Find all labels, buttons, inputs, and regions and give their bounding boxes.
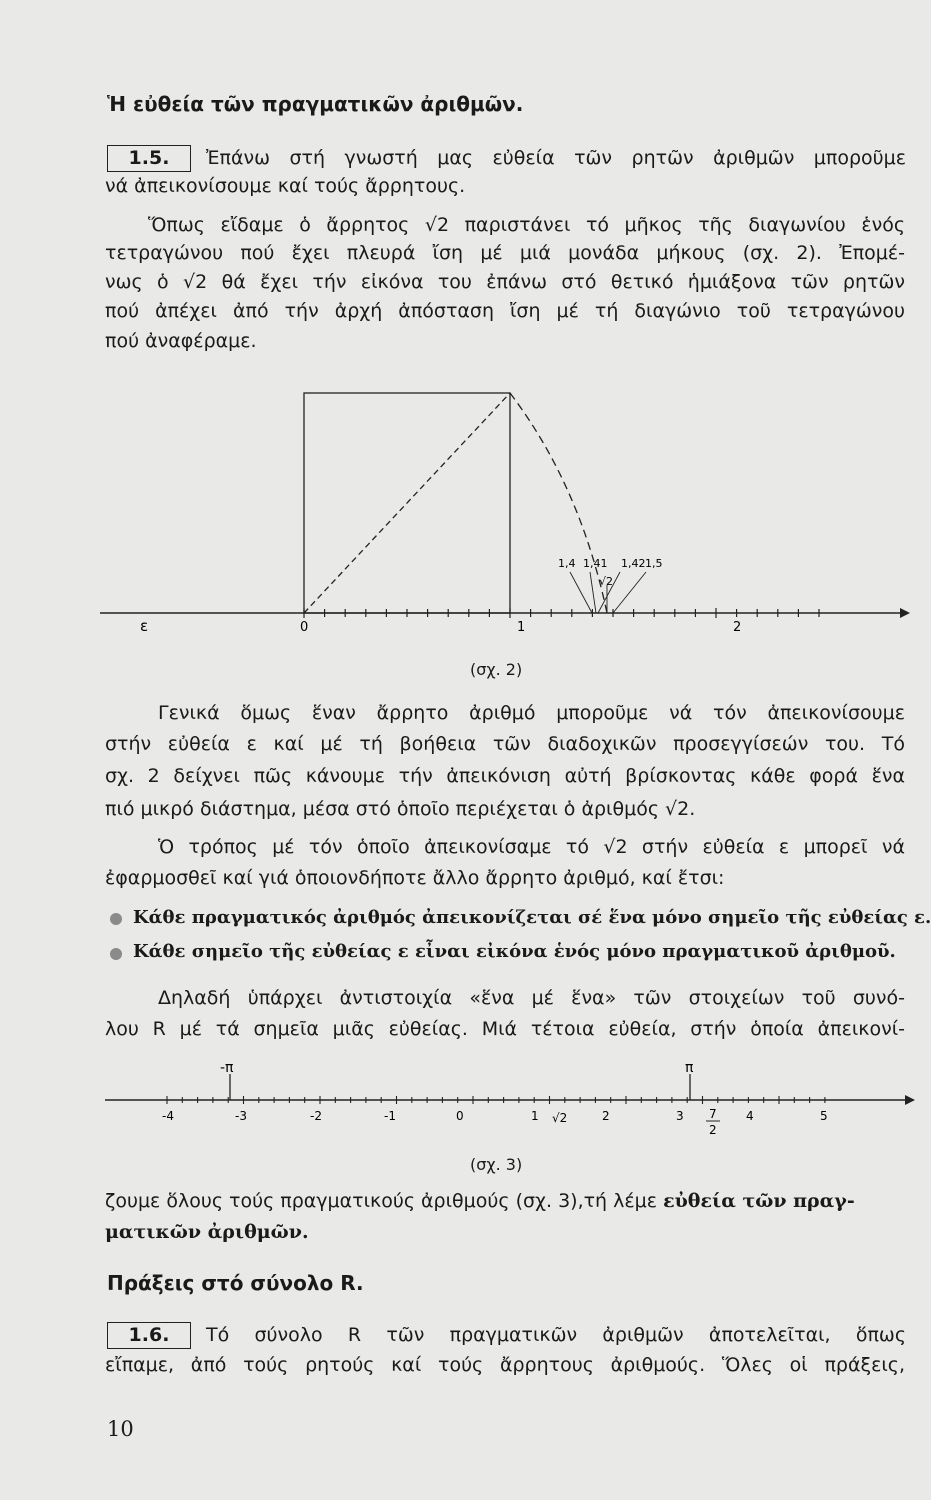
bullet-dot-2 bbox=[110, 948, 122, 960]
frac-numerator: 7 bbox=[709, 1107, 717, 1121]
figure-2 bbox=[100, 375, 910, 640]
square-diagonal bbox=[304, 393, 510, 613]
pi-label: π bbox=[685, 1060, 694, 1076]
para2-line3: νως ὁ √2 θά ἔχει τήν εἰκόνα του ἐπάνω στό θετικό ἡμιάξονα τῶν ρητῶν bbox=[105, 271, 905, 293]
tick-label-0: 0 bbox=[456, 1109, 464, 1123]
tick-label-5: 5 bbox=[820, 1109, 828, 1123]
bullet-2: Κάθε σημεῖο τῆς εὐθείας ε εἶναι εἰκόνα ἑνός μόνο πραγματικοῦ ἀριθμοῦ. bbox=[133, 941, 896, 962]
para5-line1: Δηλαδή ὑπάρχει ἀντιστοιχία «ἕνα μέ ἕνα» τῶν στοιχείων τοῦ συνό- bbox=[158, 987, 905, 1009]
axis-arrow bbox=[905, 1095, 915, 1105]
para6-text: ζουμε ὅλους τούς πραγματικούς ἀριθμούς (σχ. 3),τή λέμε bbox=[105, 1190, 658, 1212]
axis-label-0: 0 bbox=[300, 620, 309, 635]
approx-label-1-4: 1,4 bbox=[558, 557, 576, 570]
approx-label-1-41: 1,41 bbox=[583, 557, 608, 570]
tick-label-neg1: -1 bbox=[384, 1109, 396, 1123]
tick-label-neg4: -4 bbox=[162, 1109, 174, 1123]
para2-line5: πού ἀναφέραμε. bbox=[105, 330, 257, 352]
sec16-line1: Τό σύνολο R τῶν πραγματικῶν ἀριθμῶν ἀποτελεῖται, ὅπως bbox=[206, 1324, 906, 1346]
approx-label-1-5: 1,5 bbox=[645, 557, 663, 570]
para6-bold-1: εὐθεία τῶν πραγ- bbox=[663, 1190, 855, 1212]
tick-label-3: 3 bbox=[676, 1109, 684, 1123]
tick-label-2: 2 bbox=[602, 1109, 610, 1123]
sec15-line2: νά ἀπεικονίσουμε καί τούς ἄρρητους. bbox=[105, 175, 466, 197]
tick-label-neg3: -3 bbox=[235, 1109, 247, 1123]
axis-label-2: 2 bbox=[733, 620, 742, 635]
para2-line4: πού ἀπέχει ἀπό τήν ἀρχή ἀπόσταση ἴση μέ τή διαγώνιο τοῦ τετραγώνου bbox=[105, 300, 905, 322]
neg-pi-label: -π bbox=[220, 1060, 234, 1076]
para3-line2: στήν εὐθεία ε καί μέ τή βοήθεια τῶν διαδοχικῶν προσεγγίσεών του. Τό bbox=[105, 733, 905, 755]
para4-line2: ἐφαρμοσθεῖ καί γιά ὁποιονδήποτε ἄλλο ἄρρητο ἀριθμό, καί ἔτσι: bbox=[105, 867, 725, 889]
para3-line4: πιό μικρό διάστημα, μέσα στό ὁποῖο περιέχεται ὁ ἀριθμός √2. bbox=[105, 798, 696, 820]
line-label-e: ε bbox=[140, 617, 149, 635]
para3-line3: σχ. 2 δείχνει πῶς κάνουμε τήν ἀπεικόνιση αὐτή βρίσκοντας κάθε φορά ἕνα bbox=[105, 765, 905, 787]
section-number-box: 1.5. bbox=[107, 145, 191, 172]
para2-line2: τετραγώνου πού ἔχει πλευρά ἴση μέ μιά μονάδα μήκους (σχ. 2). Ἐπομέ- bbox=[105, 242, 905, 264]
tick-label-1: 1 bbox=[531, 1109, 539, 1123]
page-number: 10 bbox=[107, 1417, 134, 1441]
tick-label-4: 4 bbox=[746, 1109, 754, 1123]
section-heading-2: Πράξεις στό σύνολο R. bbox=[107, 1271, 364, 1295]
diagonal-arc bbox=[510, 393, 607, 613]
frac-denominator: 2 bbox=[709, 1123, 717, 1137]
sqrt2-label: √2 bbox=[599, 575, 614, 588]
figure-3-caption: (σχ. 3) bbox=[470, 1155, 523, 1174]
sqrt2-label: √2 bbox=[552, 1111, 568, 1125]
tick-label-neg2: -2 bbox=[310, 1109, 322, 1123]
para5-line2: λου R μέ τά σημεῖα μιᾶς εὐθείας. Μιά τέτοια εὐθεία, στήν ὁποία ἀπεικονί- bbox=[105, 1018, 905, 1040]
axis-label-1: 1 bbox=[517, 620, 526, 635]
para6-line1 bbox=[105, 1189, 855, 1213]
para6-bold-2: ματικῶν ἀριθμῶν. bbox=[105, 1221, 309, 1243]
para4-line1: Ὁ τρόπος μέ τόν ὁποῖο ἀπεικονίσαμε τό √2 στήν εὐθεία ε μπορεῖ νά bbox=[158, 836, 905, 858]
sec15-line1: Ἐπάνω στή γνωστή μας εὐθεία τῶν ρητῶν ἀριθμῶν μποροῦμε bbox=[206, 147, 906, 169]
axis-arrow bbox=[900, 608, 910, 618]
figure-3 bbox=[100, 1060, 915, 1150]
bullet-1: Κάθε πραγματικός ἀριθμός ἀπεικονίζεται σέ ἕνα μόνο σημεῖο τῆς εὐθείας ε. bbox=[133, 907, 931, 928]
para2-line1: Ὅπως εἴδαμε ὁ ἄρρητος √2 παριστάνει τό μῆκος τῆς διαγωνίου ἑνός bbox=[148, 214, 905, 236]
para3-line1: Γενικά ὅμως ἕναν ἄρρητο ἀριθμό μποροῦμε νά τόν ἀπεικονίσουμε bbox=[158, 702, 905, 724]
section-heading: Ἡ εὐθεία τῶν πραγματικῶν ἀριθμῶν. bbox=[107, 92, 524, 116]
approx-label-1-42: 1,42 bbox=[621, 557, 646, 570]
sec16-line2: εἴπαμε, ἀπό τούς ρητούς καί τούς ἄρρητους ἀριθμούς. Ὅλες οἱ πράξεις, bbox=[105, 1354, 905, 1376]
figure-2-caption: (σχ. 2) bbox=[470, 660, 523, 679]
section-number-box-2: 1.6. bbox=[107, 1322, 191, 1349]
bullet-dot-1 bbox=[110, 913, 122, 925]
